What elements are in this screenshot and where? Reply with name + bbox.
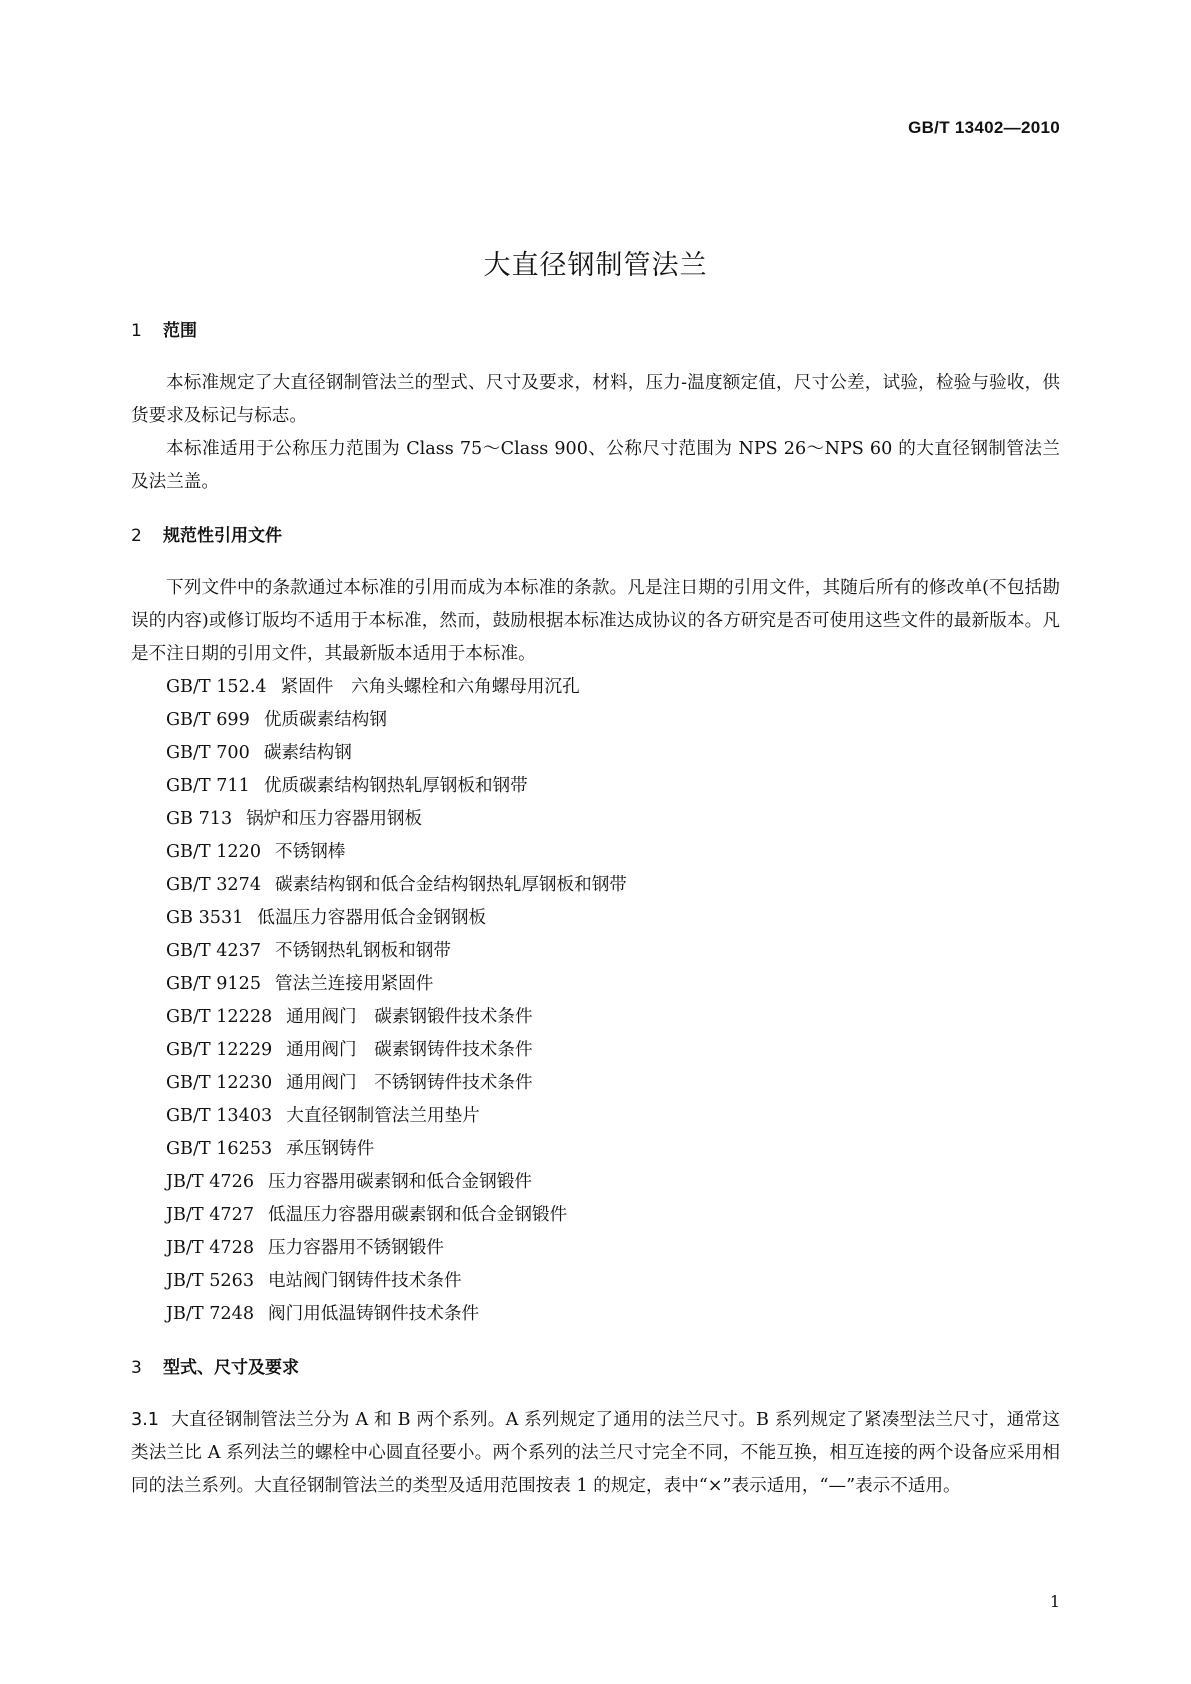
reference-item xyxy=(131,1133,1060,1166)
section-number: 1 xyxy=(131,321,142,341)
reference-code: GB/T 9125 xyxy=(166,974,262,994)
reference-item xyxy=(131,1100,1060,1133)
reference-code: JB/T 5263 xyxy=(166,1271,255,1291)
reference-item xyxy=(131,1298,1060,1331)
reference-code: GB/T 152.4 xyxy=(166,677,267,697)
section-number: 2 xyxy=(131,526,142,546)
document-body xyxy=(131,318,1060,1503)
reference-item xyxy=(131,836,1060,869)
reference-title: 紧固件 六角头螺栓和六角螺母用沉孔 xyxy=(280,677,580,697)
reference-title: 大直径钢制管法兰用垫片 xyxy=(286,1106,480,1126)
document-title: 大直径钢制管法兰 xyxy=(483,250,708,282)
reference-code: GB/T 16253 xyxy=(166,1139,273,1159)
reference-code: GB/T 3274 xyxy=(166,875,262,895)
paragraph: 本标准规定了大直径钢制管法兰的型式、尺寸及要求，材料，压力-温度额定值，尺寸公差，试验，检验与验收，供货要求及标记与标志。 xyxy=(131,373,1060,426)
reference-title: 通用阀门 碳素钢锻件技术条件 xyxy=(286,1007,533,1027)
reference-title: 优质碳素结构钢热轧厚钢板和钢带 xyxy=(263,776,528,796)
page-number: 1 xyxy=(1049,1592,1060,1611)
reference-item xyxy=(131,1199,1060,1232)
reference-item xyxy=(131,902,1060,935)
reference-code: GB/T 699 xyxy=(166,710,250,730)
reference-item xyxy=(131,935,1060,968)
reference-title: 压力容器用不锈钢锻件 xyxy=(268,1238,444,1258)
reference-title: 管法兰连接用紧固件 xyxy=(275,974,434,994)
reference-code: JB/T 4728 xyxy=(166,1238,255,1258)
reference-title: 通用阀门 不锈钢铸件技术条件 xyxy=(286,1073,533,1093)
reference-code: JB/T 4726 xyxy=(166,1172,255,1192)
reference-title: 通用阀门 碳素钢铸件技术条件 xyxy=(286,1040,533,1060)
reference-title: 阀门用低温铸钢件技术条件 xyxy=(268,1304,480,1324)
reference-item xyxy=(131,770,1060,803)
section-1-heading xyxy=(131,318,1060,344)
reference-item xyxy=(131,1232,1060,1265)
reference-item xyxy=(131,869,1060,902)
subclause-number: 3.1 xyxy=(131,1410,159,1430)
reference-code: GB/T 12228 xyxy=(166,1007,273,1027)
reference-code: GB/T 1220 xyxy=(166,842,262,862)
reference-title: 优质碳素结构钢 xyxy=(263,710,387,730)
reference-code: GB/T 700 xyxy=(166,743,250,763)
reference-code: GB/T 12229 xyxy=(166,1040,273,1060)
paragraph: 本标准适用于公称压力范围为 Class 75～Class 900、公称尺寸范围为 NPS 26～NPS 60 的大直径钢制管法兰及法兰盖。 xyxy=(131,439,1060,492)
reference-title: 不锈钢热轧钢板和钢带 xyxy=(275,941,451,961)
reference-item xyxy=(131,1067,1060,1100)
reference-title: 低温压力容器用低合金钢钢板 xyxy=(257,908,487,928)
reference-item xyxy=(131,1166,1060,1199)
reference-code: JB/T 7248 xyxy=(166,1304,255,1324)
section-title: 规范性引用文件 xyxy=(163,526,282,546)
reference-code: GB/T 13403 xyxy=(166,1106,273,1126)
reference-code: JB/T 4727 xyxy=(166,1205,255,1225)
section-3-heading xyxy=(131,1355,1060,1381)
reference-title: 承压钢铸件 xyxy=(286,1139,375,1159)
reference-title: 不锈钢棒 xyxy=(275,842,346,862)
reference-title: 电站阀门钢铸件技术条件 xyxy=(268,1271,462,1291)
reference-title: 碳素结构钢和低合金结构钢热轧厚钢板和钢带 xyxy=(275,875,627,895)
reference-item xyxy=(131,704,1060,737)
section-title: 范围 xyxy=(163,321,197,341)
reference-code: GB 713 xyxy=(166,809,233,829)
reference-item xyxy=(131,737,1060,770)
reference-item xyxy=(131,671,1060,704)
reference-item xyxy=(131,1001,1060,1034)
section-title: 型式、尺寸及要求 xyxy=(163,1358,299,1378)
reference-item xyxy=(131,803,1060,836)
reference-code: GB/T 4237 xyxy=(166,941,262,961)
subclause-text: 大直径钢制管法兰分为 A 和 B 两个系列。A 系列规定了通用的法兰尺寸。B 系列规定了紧凑型法兰尺寸，通常这类法兰比 A 系列法兰的螺栓中心圆直径要小。两个系列的法兰尺寸完全不同，不能互换，相互连接的两个设备应采用相同的法兰系列。大直径钢制管法兰的类型及适用范围按表 1 的规定，表中“×”表示适用，“—”表示不适用。 xyxy=(131,1410,1060,1496)
reference-item xyxy=(131,1265,1060,1298)
reference-title: 碳素结构钢 xyxy=(263,743,352,763)
reference-code: GB 3531 xyxy=(166,908,244,928)
reference-item xyxy=(131,1034,1060,1067)
reference-list xyxy=(131,671,1060,1331)
reference-title: 压力容器用碳素钢和低合金钢锻件 xyxy=(268,1172,532,1192)
paragraph: 下列文件中的条款通过本标准的引用而成为本标准的条款。凡是注日期的引用文件，其随后所有的修改单(不包括勘误的内容)或修订版均不适用于本标准，然而，鼓励根据本标准达成协议的各方研究是否可使用这些文件的最新版本。凡是不注日期的引用文件，其最新版本适用于本标准。 xyxy=(131,578,1060,664)
reference-title: 锅炉和压力容器用钢板 xyxy=(246,809,423,829)
reference-title: 低温压力容器用碳素钢和低合金钢锻件 xyxy=(268,1205,568,1225)
subclause-3-1 xyxy=(131,1404,1060,1503)
section-2-heading xyxy=(131,523,1060,549)
reference-code: GB/T 12230 xyxy=(166,1073,273,1093)
reference-code: GB/T 711 xyxy=(166,776,250,796)
reference-item xyxy=(131,968,1060,1001)
section-number: 3 xyxy=(131,1358,142,1378)
standard-code: GB/T 13402—2010 xyxy=(908,118,1060,137)
